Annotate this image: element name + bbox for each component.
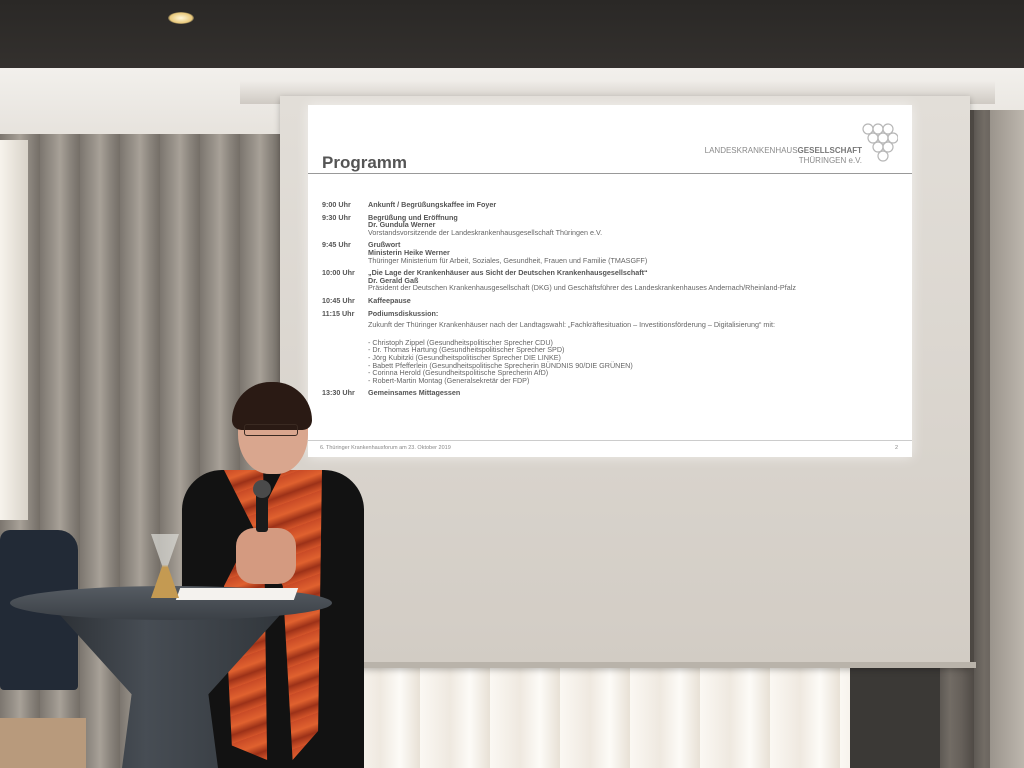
grape-logo-icon [858,121,898,165]
agenda-time: 9:45 Uhr [322,240,351,250]
agenda-time: 9:00 Uhr [322,200,351,209]
panelist: - Jörg Kubitzki (Gesundheitspolitischer Sprecher DIE LINKE) [368,352,561,362]
logo-line2: THÜRINGEN e.V. [798,156,862,165]
slide-page-number: 2 [894,445,898,451]
panelist: - Christoph Zippel (Gesundheitspolitischer Sprecher CDU) [368,337,553,347]
speaker-hands [236,528,296,584]
agenda-list [322,201,902,402]
projected-slide [308,105,912,457]
agenda-heading: Gemeinsames Mittagessen [368,388,461,398]
agenda-item [322,214,902,237]
agenda-item [322,241,902,264]
agenda-detail: Vorstandsvorsitzende der Landeskrankenhausgesellschaft Thüringen e.V. [368,227,603,237]
right-wall [990,110,1024,768]
agenda-speaker: Ministerin Heike Werner [368,247,450,257]
agenda-time: 10:45 Uhr [322,295,355,305]
agenda-time: 9:30 Uhr [322,212,351,222]
cardboard-box [0,718,86,768]
agenda-detail: Zukunft der Thüringer Krankenhäuser nach der Landtagswahl: „Fachkräftesituation – Investitionsförderung – Digitalisierung“ mit: [368,320,775,330]
agenda-heading: Grußwort [368,240,401,250]
agenda-speaker: Dr. Gerald Gaß [368,275,419,285]
panelist: - Dr. Thomas Hartung (Gesundheitspolitischer Sprecher SPD) [368,345,565,355]
agenda-heading: „Die Lage der Krankenhäuser aus Sicht der Deutschen Krankenhausgesellschaft“ [368,268,648,278]
slide-footer-rule [308,440,912,441]
agenda-detail: Thüringer Ministerium für Arbeit, Soziales, Gesundheit, Frauen und Familie (TMASGFF) [368,255,648,265]
ceiling-light [168,12,194,24]
agenda-heading: Ankunft / Begrüßungskaffee im Foyer [368,200,497,209]
agenda-heading: Kaffeepause [368,295,411,305]
window-behind-screen [350,668,850,768]
panelist: - Corinna Herold (Gesundheitspolitische Sprecherin AfD) [368,368,549,378]
microphone-head [253,480,271,498]
panelist: - Robert-Martin Montag (Generalsekretär der FDP) [368,375,530,385]
paper-sheet [176,588,298,600]
agenda-time: 10:00 Uhr [322,268,355,278]
panelist: - Babett Pfefferlein (Gesundheitspolitische Sprecherin BÜNDNIS 90/DIE GRÜNEN) [368,360,633,370]
screen-bottom-bar [342,662,976,668]
logo-line1-bold: GESELLSCHAFT [797,146,862,155]
agenda-item [322,269,902,292]
agenda-item [322,389,902,397]
agenda-time: 13:30 Uhr [322,388,355,398]
glasses [244,424,298,436]
slide-footer: 6. Thüringer Krankenhausforum am 23. Oktober 2019 [320,445,451,451]
agenda-item [322,201,902,209]
agenda-heading: Begrüßung und Eröffnung [368,212,458,222]
logo-line1-plain: LANDESKRANKENHAUS [704,146,798,155]
agenda-heading: Podiumsdiskussion: [368,308,439,318]
agenda-detail: Präsident der Deutschen Krankenhausgesellschaft (DKG) und Geschäftsführer des Landeskrankenhauses Andernach/Rheinland-Pfalz [368,283,796,293]
agenda-item [322,297,902,305]
slide-logo-text [705,146,862,166]
agenda-time: 11:15 Uhr [322,308,355,318]
agenda-item [322,310,902,385]
slide-title: Programm [322,153,408,172]
left-window [0,140,28,520]
slide-title-rule [308,173,912,174]
agenda-speaker: Dr. Gundula Werner [368,220,436,230]
